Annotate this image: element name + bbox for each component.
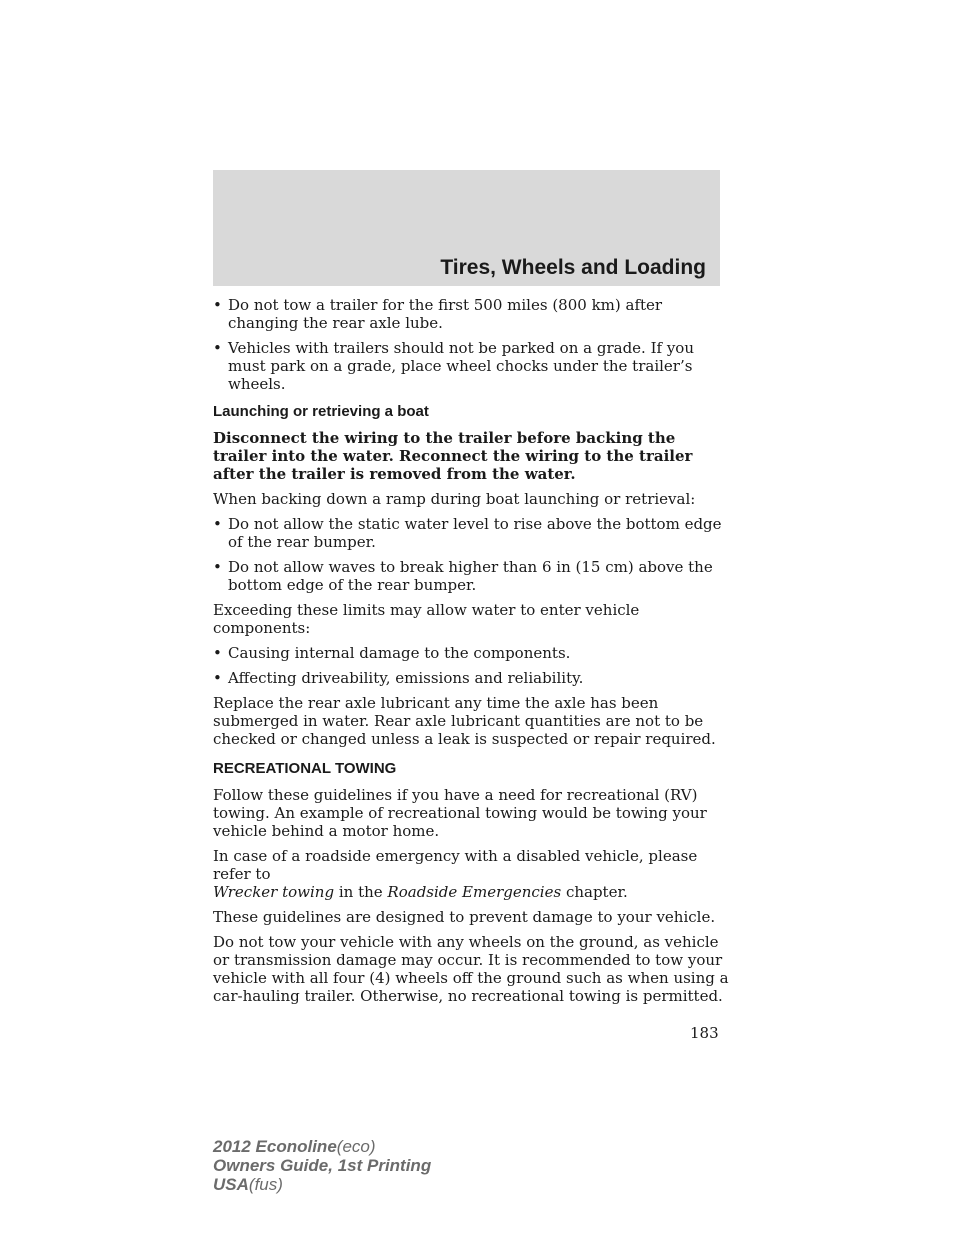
bullet-item (213, 339, 733, 393)
footer-model: 2012 Econoline (213, 1137, 337, 1156)
page-number: 183 (690, 1024, 719, 1042)
bullet-text: Do not tow a trailer for the first 500 miles (800 km) after changing the rear axle lube. (228, 296, 663, 332)
roadside-emergencies-ref: Roadside Emergencies (387, 883, 562, 901)
bullet-icon: • (213, 669, 222, 687)
bullet-item (213, 558, 733, 594)
bullet-icon: • (213, 296, 222, 314)
axle-note: Replace the rear axle lubricant any time the axle has been submerged in water. Rear axle lubricant quantities are not to be checked or changed unless a leak is suspected or repair required. (213, 694, 716, 748)
boat-heading: Launching or retrieving a boat (213, 403, 429, 420)
bullet-icon: • (213, 515, 222, 533)
recreational-p4: Do not tow your vehicle with any wheels on the ground, as vehicle or transmission damage may occur. It is recommended to tow your vehicle with all four (4) wheels off the ground such as when using a car-hauling trailer. Otherwise, no recreational towing is permitted. (213, 933, 729, 1005)
bullet-item (213, 669, 733, 687)
recreational-p1: Follow these guidelines if you have a need for recreational (RV) towing. An example of recreational towing would be towing your vehicle behind a motor home. (213, 786, 707, 840)
bullet-icon: • (213, 644, 222, 662)
bullet-item (213, 515, 733, 551)
recreational-p3: These guidelines are designed to prevent damage to your vehicle. (213, 908, 716, 926)
bullet-item (213, 296, 733, 332)
footer-market: USA (213, 1175, 249, 1194)
bullet-text: Vehicles with trailers should not be parked on a grade. If you must park on a grade, place wheel chocks under the trailer’s wheels. (228, 339, 694, 393)
bullet-text: Causing internal damage to the components. (228, 644, 571, 662)
footer-guide: Owners Guide, 1st Printing (213, 1156, 432, 1175)
recreational-towing-heading: RECREATIONAL TOWING (213, 760, 397, 777)
p2-mid: in the (338, 883, 383, 901)
wrecker-towing-ref: Wrecker towing (213, 883, 335, 901)
section-title: Tires, Wheels and Loading (440, 256, 706, 279)
bullet-icon: • (213, 339, 222, 357)
p2-text: In case of a roadside emergency with a disabled vehicle, please refer to (213, 847, 698, 883)
bullet-icon: • (213, 558, 222, 576)
document-footer (213, 1137, 431, 1194)
bullet-text: Do not allow waves to break higher than 6 in (15 cm) above the bottom edge of the rear bumper. (228, 558, 713, 594)
bullet-text: Do not allow the static water level to rise above the bottom edge of the rear bumper. (228, 515, 722, 551)
footer-market-code: (fus) (248, 1175, 283, 1194)
boat-intro: When backing down a ramp during boat launching or retrieval: (213, 490, 696, 508)
page-content (213, 296, 733, 1012)
bullet-item (213, 644, 733, 662)
bullet-text: Affecting driveability, emissions and reliability. (228, 669, 584, 687)
footer-model-code: (eco) (336, 1137, 376, 1156)
limits-intro: Exceeding these limits may allow water to enter vehicle components: (213, 601, 640, 637)
boat-warning: Disconnect the wiring to the trailer before backing the trailer into the water. Reconnect the wiring to the trailer after the trailer is removed from the water. (213, 429, 693, 483)
section-header-band (213, 170, 720, 286)
recreational-p2 (213, 847, 733, 901)
p2-end: chapter. (565, 883, 628, 901)
